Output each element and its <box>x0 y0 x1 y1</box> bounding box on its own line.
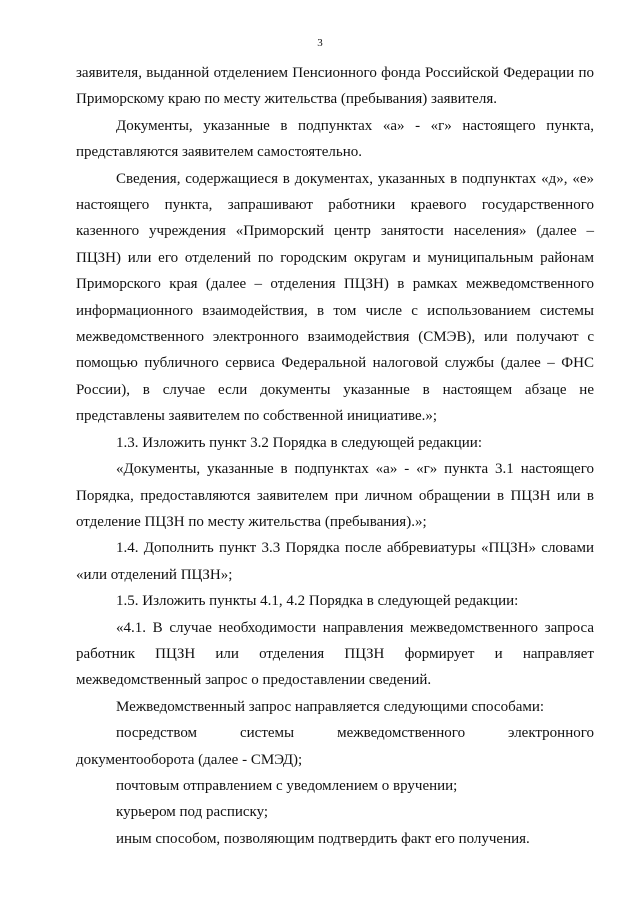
paragraph-item-1-4: 1.4. Дополнить пункт 3.3 Порядка после аббревиатуры «ПЦЗН» словами «или отделений ПЦЗН»; <box>76 540 594 583</box>
paragraph-documents-self: Документы, указанные в подпунктах «а» - «г» настоящего пункта, представляются заявителем самостоятельно. <box>76 117 594 161</box>
paragraph-item-1-5: 1.5. Изложить пункты 4.1, 4.2 Порядка в следующей редакции: <box>116 593 519 610</box>
paragraph-request-methods: Межведомственный запрос направляется следующими способами: <box>116 698 545 715</box>
paragraph-item-1-3: 1.3. Изложить пункт 3.2 Порядка в следующей редакции: <box>116 434 482 451</box>
page-number: 3 <box>317 37 323 49</box>
list-item-smed: посредством системы межведомственного электронного документооборота (далее - СМЭД); <box>76 725 594 768</box>
paragraph-quote-3-2: «Документы, указанные в подпунктах «а» - «г» пункта 3.1 настоящего Порядка, предоставляются заявителем при личном обращении в ПЦЗН или в отделение ПЦЗН по месту жительства (пребывания).»; <box>76 461 594 530</box>
list-item-courier: курьером под расписку; <box>116 804 269 821</box>
paragraph-interagency-info: Сведения, содержащиеся в документах, указанных в подпунктах «д», «е» настоящего пункта, запрашивают работники краевого государственного казенного учреждения «Приморский центр занятости населения» (далее – ПЦЗН) или его отделений по городским округам и муниципальным районам Приморского края (далее – отделения ПЦЗН) в рамках межведомственного информационного взаимодействия, в том числе с использованием системы межведомственного электронного взаимодействия (СМЭВ), или получают с помощью публичного сервиса Федеральной налоговой службы (далее – ФНС России), в случае если документы указанные в настоящем абзаце не представлены заявителем по собственной инициативе.»; <box>76 170 594 425</box>
paragraph-quote-4-1: «4.1. В случае необходимости направления межведомственного запроса работник ПЦЗН или отделения ПЦЗН формирует и направляет межведомственный запрос о предоставлении сведений. <box>76 619 594 689</box>
list-item-post: почтовым отправлением с уведомлением о вручении; <box>116 777 458 794</box>
paragraph-continuation: заявителя, выданной отделением Пенсионного фонда Российской Федерации по Приморскому краю по месту жительства (пребывания) заявителя. <box>76 65 594 108</box>
document-body <box>76 60 594 852</box>
list-item-other: иным способом, позволяющим подтвердить факт его получения. <box>116 830 530 847</box>
